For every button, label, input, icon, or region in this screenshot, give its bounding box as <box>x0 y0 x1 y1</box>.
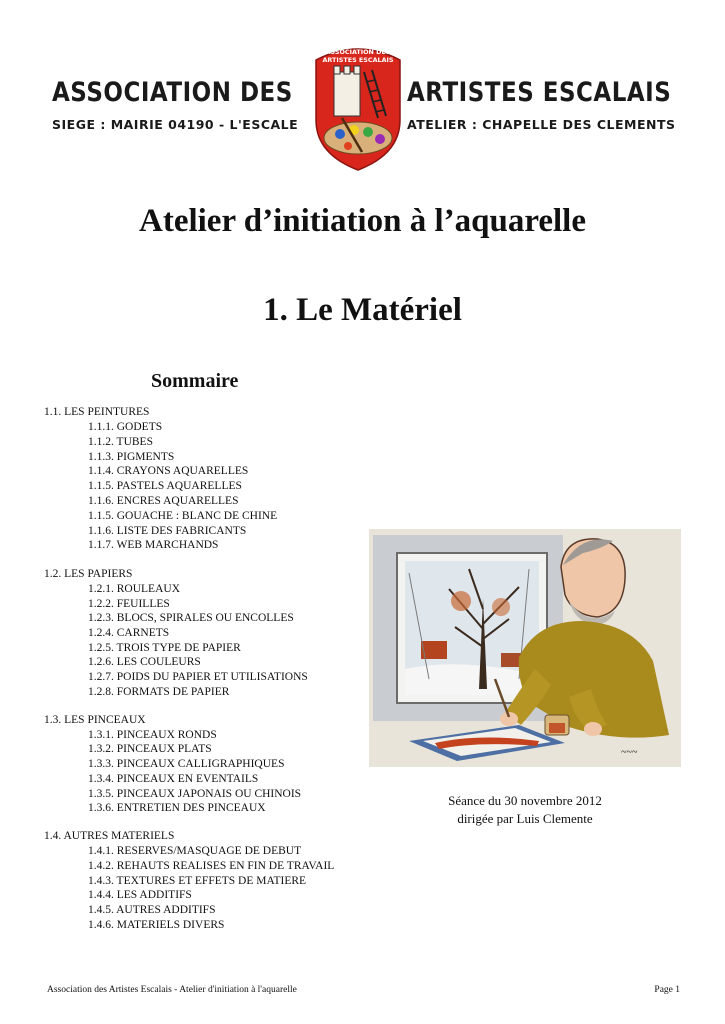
toc-item: 1.1.5. GOUACHE : BLANC DE CHINE <box>88 510 278 522</box>
toc-item: 1.1.3. PIGMENTS <box>88 451 175 463</box>
toc-item: 1.4.3. TEXTURES ET EFFETS DE MATIERE <box>88 875 307 887</box>
header-left-subtitle: SIEGE : MAIRIE 04190 - L'ESCALE <box>52 117 299 132</box>
page-number: Page 1 <box>654 985 680 995</box>
toc-item: 1.3.6. ENTRETIEN DES PINCEAUX <box>88 802 266 814</box>
toc-item: 1.2.2. FEUILLES <box>88 598 170 610</box>
header-right-subtitle: ATELIER : CHAPELLE DES CLEMENTS <box>407 117 676 132</box>
toc-item: 1.2.4. CARNETS <box>88 627 170 639</box>
page-title: Atelier d’initiation à l’aquarelle <box>139 203 586 239</box>
watercolor-painter-illustration <box>369 529 681 767</box>
toc-item: 1.4.4. LES ADDITIFS <box>88 889 192 901</box>
logo-text-bottom: ARTISTES ESCALAIS <box>322 56 394 64</box>
toc-heading: Sommaire <box>151 370 239 392</box>
footer-text: Association des Artistes Escalais - Atelier d'initiation à l'aquarelle <box>47 985 297 995</box>
toc-item: 1.3.2. PINCEAUX PLATS <box>88 743 212 755</box>
toc-section-1: 1.1. LES PEINTURES <box>44 406 150 418</box>
toc-section-4: 1.4. AUTRES MATERIELS <box>44 830 175 842</box>
header-left-title: ASSOCIATION DES <box>52 78 293 108</box>
caption-instructor: dirigée par Luis Clemente <box>457 811 593 826</box>
toc-item: 1.4.6. MATERIELS DIVERS <box>88 919 225 931</box>
toc-item: 1.4.2. REHAUTS REALISES EN FIN DE TRAVAIL <box>88 860 335 872</box>
association-logo <box>312 42 404 172</box>
section-title: 1. Le Matériel <box>263 292 462 328</box>
toc-item: 1.1.7. WEB MARCHANDS <box>88 539 219 551</box>
toc-item: 1.2.7. POIDS DU PAPIER ET UTILISATIONS <box>88 671 308 683</box>
toc-item: 1.3.4. PINCEAUX EN EVENTAILS <box>88 773 259 785</box>
toc-item: 1.1.6. ENCRES AQUARELLES <box>88 495 239 507</box>
svg-text:~~~: ~~~ <box>621 747 638 758</box>
toc-item: 1.1.2. TUBES <box>88 436 153 448</box>
toc-item: 1.1.1. GODETS <box>88 421 163 433</box>
toc-section-2: 1.2. LES PAPIERS <box>44 568 133 580</box>
toc-item: 1.2.3. BLOCS, SPIRALES OU ENCOLLES <box>88 612 294 624</box>
logo-text-top: ASSOCIATION DES <box>325 48 391 56</box>
toc-item: 1.1.4. CRAYONS AQUARELLES <box>88 465 249 477</box>
header-right-title: ARTISTES ESCALAIS <box>407 78 672 108</box>
toc-item: 1.1.5. PASTELS AQUARELLES <box>88 480 242 492</box>
toc-item: 1.1.6. LISTE DES FABRICANTS <box>88 525 247 537</box>
toc-item: 1.3.5. PINCEAUX JAPONAIS OU CHINOIS <box>88 788 302 800</box>
caption-date: Séance du 30 novembre 2012 <box>448 793 602 808</box>
toc-item: 1.2.6. LES COULEURS <box>88 656 201 668</box>
toc-section-3: 1.3. LES PINCEAUX <box>44 714 146 726</box>
toc-item: 1.4.5. AUTRES ADDITIFS <box>88 904 216 916</box>
toc-item: 1.2.8. FORMATS DE PAPIER <box>88 686 230 698</box>
toc-item: 1.3.3. PINCEAUX CALLIGRAPHIQUES <box>88 758 285 770</box>
toc-item: 1.2.1. ROULEAUX <box>88 583 180 595</box>
toc-item: 1.3.1. PINCEAUX RONDS <box>88 729 217 741</box>
toc-item: 1.2.5. TROIS TYPE DE PAPIER <box>88 642 241 654</box>
toc-item: 1.4.1. RESERVES/MASQUAGE DE DEBUT <box>88 845 302 857</box>
